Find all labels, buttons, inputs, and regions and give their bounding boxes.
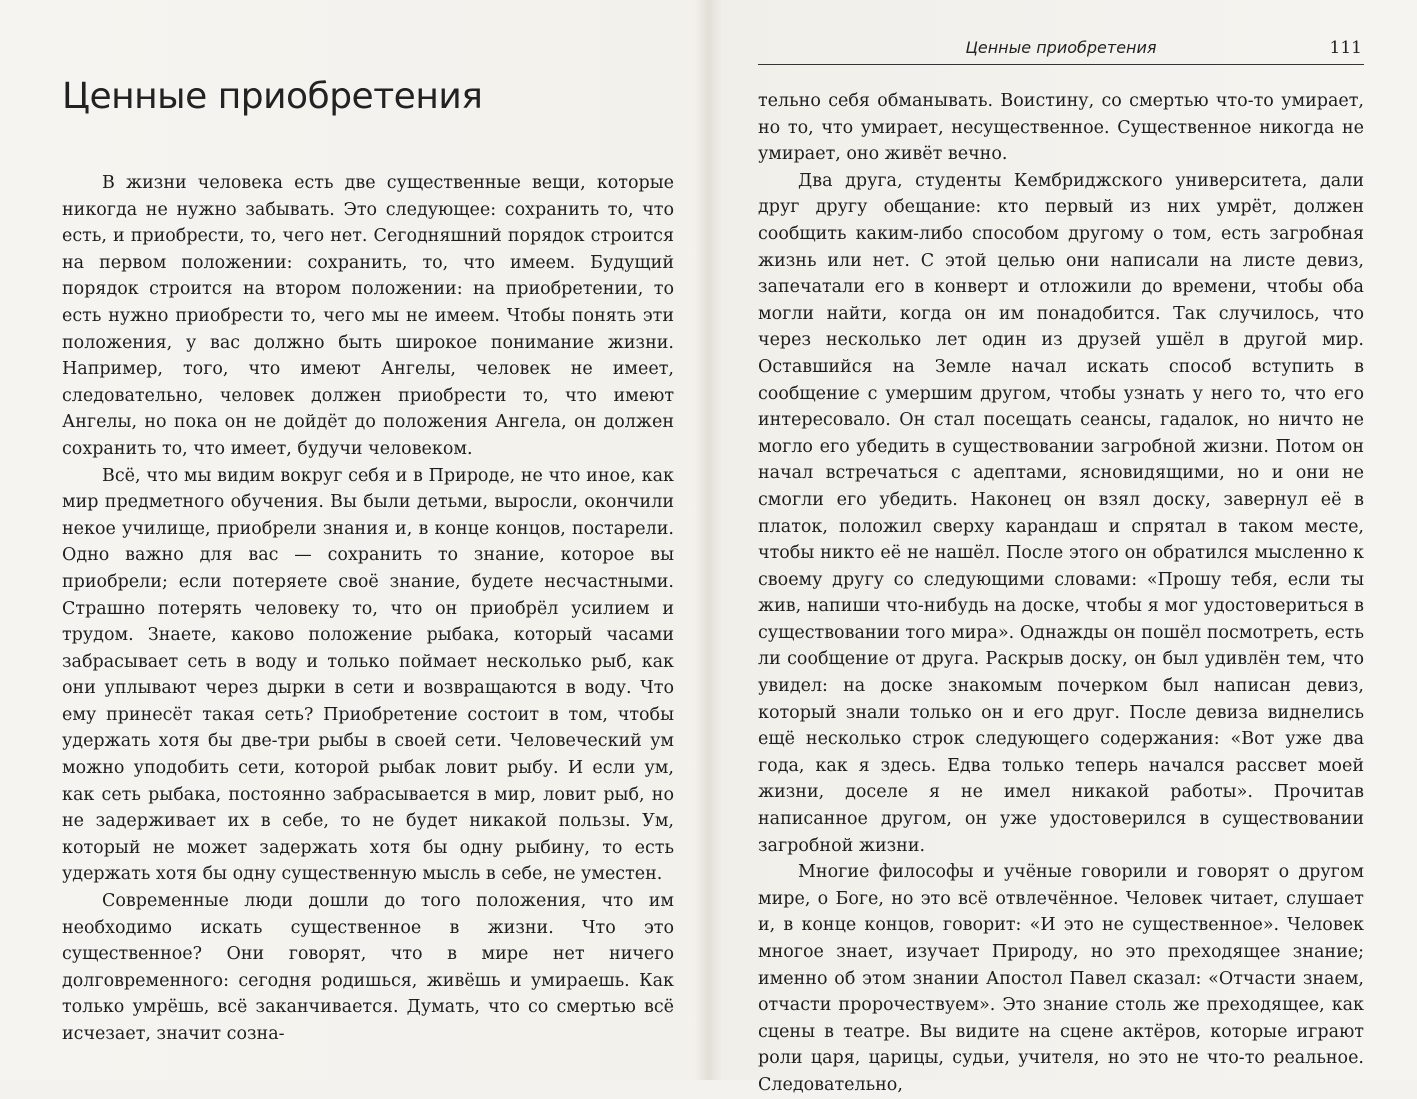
chapter-title: Ценные приобретения <box>62 76 483 117</box>
paragraph: Всё, что мы видим вокруг себя и в Природе, не что иное, как мир предметного обучения. Вы были детьми, выросли, окончили некое училище, приобрели знания и, в конце концов, постарели. Одно важно для вас — сохранить то знание, которое вы приобрели; если потеряете своё знание, будете несчастными. Страшно потерять человеку то, что он приобрёл усилием и трудом. Знаете, каково положение рыбака, который часами забрасывает сеть в воду и только поймает несколько рыб, как они уплывают через дырки в сети и возвращаются в воду. Что ему принесёт такая сеть? Приобретение состоит в том, чтобы удержать хотя бы две-три рыбы в своей сети. Человеческий ум можно уподобить сети, которой рыбак ловит рыбу. И если ум, как сеть рыбака, постоянно забрасывается в мир, ловит рыб, но не задерживает их в себе, то не будет никакой пользы. Ум, который не может задержать хотя бы одну рыбину, то есть удержать хотя бы одну существенную мысль в себе, не уместен. <box>62 465 674 885</box>
running-header <box>758 34 1364 65</box>
page-number: 111 <box>1329 38 1362 58</box>
paragraph: Два друга, студенты Кембриджского университета, дали друг другу обещание: кто первый из них умрёт, должен сообщить каким-либо способом другому о том, есть загробная жизнь или нет. С этой целью они написали на листе девиз, запечатали его в конверт и отложили до времени, чтобы оба могли найти, когда он им понадобится. Так случилось, что через несколько лет один из друзей ушёл в другой мир. Оставшийся на Земле начал искать способ вступить в сообщение с умершим другом, чтобы узнать у него то, что его интересовало. Он стал посещать сеансы, гадалок, но ничто не могло его убедить в существовании загробной жизни. Потом он начал встречаться с адептами, ясновидящими, но и они не смогли его убедить. Наконец он взял доску, завернул её в платок, положил сверху карандаш и спрятал в таком месте, чтобы никто её не нашёл. После этого он обратился мысленно к своему другу со следующими словами: «Прошу тебя, если ты жив, напиши что-нибудь на доске, чтобы я мог удостовериться в существовании того мира». Однажды он пошёл посмотреть, есть ли сообщение от друга. Раскрыв доску, он был удивлён тем, что увидел: на доске знакомым почерком был написан девиз, который знали только он и его друг. После девиза виднелись ещё несколько строк следующего содержания: «Вот уже два года, как я здесь. Едва только теперь начался рассвет моей жизни, доселе я не имел никакой работы». Прочитав написанное другом, он уже удостоверился в существовании загробной жизни. <box>758 170 1364 856</box>
paragraph: Современные люди дошли до того положения, что им необходимо искать существенное в жизни. Что это существенное? Они говорят, что в мире нет ничего долговременного: сегодня родишься, живёшь и умираешь. Как только умрёшь, всё заканчивается. Думать, что со смертью всё исчезает, значит созна- <box>62 891 674 1044</box>
paragraph: Многие философы и учёные говорили и говорят о другом мире, о Боге, но это всё отвлечённое. Человек читает, слушает и, в конце концов, говорит: «И это не существенное». Человек многое знает, изучает Природу, но это преходящее знание; именно об этом знании Апостол Павел сказал: «Отчасти знаем, отчасти пророчествуем». Это знание столь же преходящее, как сцены в театре. Вы видите на сцене актёров, которые играют роли царя, царицы, судьи, учителя, но это не что-то реальное. Следовательно, <box>758 862 1364 1095</box>
paragraph: В жизни человека есть две существенные вещи, которые никогда не нужно забывать. Это следующее: сохранить то, что есть, и приобрести, то, чего нет. Сегодняшний порядок строится на первом положении: сохранить, то, что имеем. Будущий порядок строится на втором положении: на приобретении, то есть нужно приобрести то, чего мы не имеем. Чтобы понять эти положения, у вас должно быть широкое понимание жизни. Например, того, что имеют Ангелы, человек не имеет, следовательно, человек должен приобрести то, что имеют Ангелы, но пока он не дойдёт до положения Ангела, он должен сохранить то, что имеет, будучи человеком. <box>62 173 674 459</box>
right-page-text <box>758 88 1364 1099</box>
paragraph: тельно себя обманывать. Воистину, со смертью что-то умирает, но то, что умирает, несущественное. Существенное никогда не умирает, оно живёт вечно. <box>758 91 1364 165</box>
running-title: Ценные приобретения <box>965 38 1157 57</box>
left-page-text <box>62 170 674 1048</box>
